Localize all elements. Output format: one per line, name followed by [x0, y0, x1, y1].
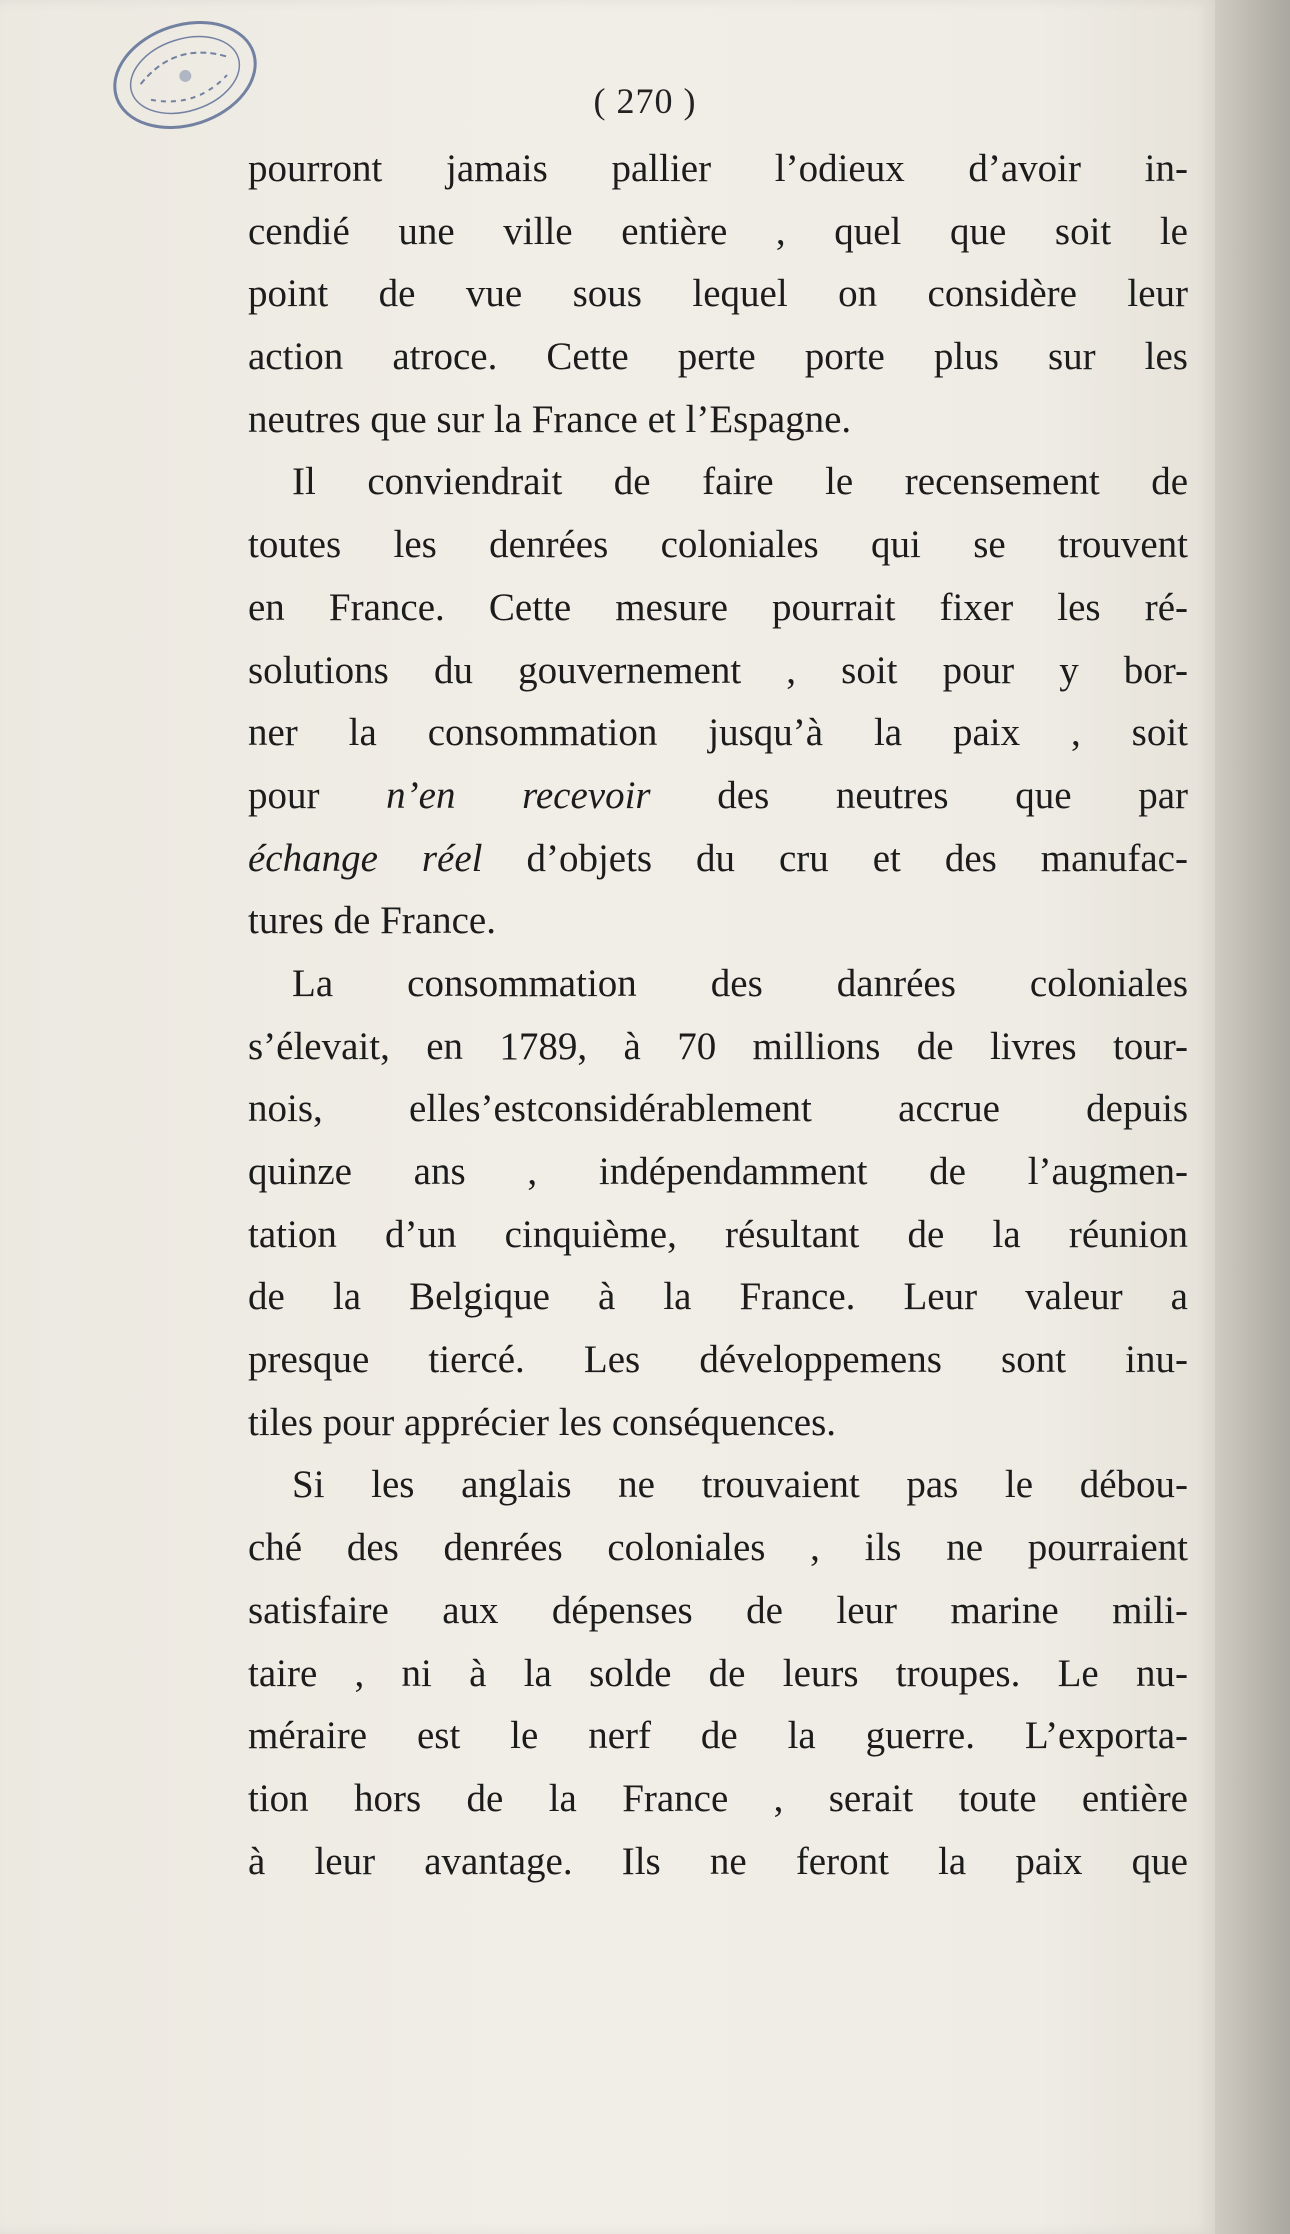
text-line: tion hors de la France , serait toute entière: [248, 1776, 1188, 1820]
text-line: solutions du gouvernement , soit pour y bor-: [248, 648, 1188, 692]
text-line: s’élevait, en 1789, à 70 millions de livres tour-: [248, 1024, 1188, 1068]
text-line: Il conviendrait de faire le recensement de: [292, 460, 1188, 504]
text-line: en France. Cette mesure pourrait fixer les ré-: [248, 585, 1188, 629]
text-line: ché des denrées coloniales , ils ne pourraient: [248, 1526, 1188, 1570]
text-line: [248, 828, 1188, 891]
text-line: [248, 765, 1188, 828]
text-line: satisfaire aux dépenses de leur marine mili-: [248, 1588, 1188, 1632]
text-line: point de vue sous lequel on considère leur: [248, 272, 1188, 316]
text-line: taire , ni à la solde de leurs troupes. Le nu-: [248, 1651, 1188, 1695]
text-line: Si les anglais ne trouvaient pas le débou-: [292, 1463, 1188, 1507]
text-line: action atroce. Cette perte porte plus sur les: [248, 335, 1188, 379]
text-segment: d’objets du cru et des manufac-: [482, 836, 1188, 880]
italic-segment: n’en recevoir: [386, 773, 651, 817]
text-line: toutes les denrées coloniales qui se trouvent: [248, 523, 1188, 567]
body-text: [248, 138, 1188, 1893]
text-line: de la Belgique à la France. Leur valeur a: [248, 1275, 1188, 1319]
text-line: nois, elles’estconsidérablement accrue depuis: [248, 1087, 1188, 1131]
text-line: cendié une ville entière , quel que soit le: [248, 209, 1188, 253]
text-line: méraire est le nerf de la guerre. L’exporta-: [248, 1714, 1188, 1758]
text-line: pourront jamais pallier l’odieux d’avoir in-: [248, 147, 1188, 190]
text-line: presque tiercé. Les développemens sont inu-: [248, 1338, 1188, 1382]
text-line: tiles pour apprécier les conséquences.: [248, 1400, 837, 1444]
text-line: à leur avantage. Ils ne feront la paix que: [248, 1839, 1188, 1883]
italic-segment: échange réel: [248, 836, 483, 880]
text-line: quinze ans , indépendamment de l’augmen-: [248, 1150, 1188, 1193]
page-number: ( 270 ): [593, 81, 697, 121]
text-line: ner la consommation jusqu’à la paix , soit: [248, 711, 1188, 755]
text-line: tation d’un cinquième, résultant de la réunion: [248, 1212, 1188, 1256]
page-edge: [1215, 0, 1290, 2234]
text-segment: pour: [248, 773, 387, 817]
text-segment: des neutres que par: [650, 773, 1188, 817]
text-line: La consommation des danrées coloniales: [292, 961, 1188, 1005]
text-line: neutres que sur la France et l’Espagne.: [248, 397, 852, 441]
text-line: tures de France.: [248, 899, 496, 943]
